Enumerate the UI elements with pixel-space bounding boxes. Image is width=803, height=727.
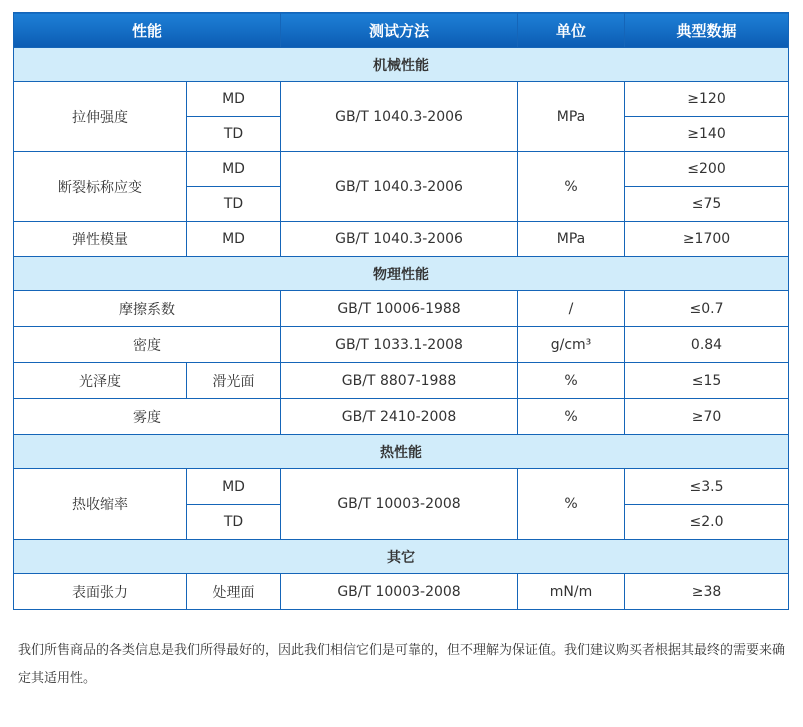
unit-cell: % [518,469,625,540]
method-cell: GB/T 1040.3-2006 [281,152,518,222]
property-cell: 表面张力 [14,574,187,610]
unit-cell: mN/m [518,574,625,610]
direction-cell: TD [187,505,281,540]
value-cell: ≥38 [625,574,789,610]
property-cell: 雾度 [14,399,281,435]
unit-cell: MPa [518,222,625,257]
property-cell: 热收缩率 [14,469,187,540]
property-cell: 断裂标称应变 [14,152,187,222]
section-title: 热性能 [14,435,789,469]
value-cell: ≤3.5 [625,469,789,505]
value-cell: ≤15 [625,363,789,399]
table-row [14,291,789,327]
value-cell: ≤0.7 [625,291,789,327]
method-cell: GB/T 1040.3-2006 [281,82,518,152]
property-cell: 弹性模量 [14,222,187,257]
direction-cell: MD [187,469,281,505]
table-row [14,469,789,505]
section-title: 机械性能 [14,48,789,82]
unit-cell: MPa [518,82,625,152]
header-property: 性能 [14,13,281,48]
spec-table [13,12,789,610]
condition-cell: 滑光面 [187,363,281,399]
disclaimer-note: 我们所售商品的各类信息是我们所得最好的，因此我们相信它们是可靠的，但不理解为保证值。我们建议购买者根据其最终的需要来确定其适用性。 [18,643,786,686]
property-cell: 密度 [14,327,281,363]
property-cell: 光泽度 [14,363,187,399]
table-row [14,152,789,187]
method-cell: GB/T 2410-2008 [281,399,518,435]
method-cell: GB/T 10003-2008 [281,469,518,540]
value-cell: ≥70 [625,399,789,435]
table-row [14,327,789,363]
value-cell: ≥1700 [625,222,789,257]
method-cell: GB/T 1040.3-2006 [281,222,518,257]
value-cell: ≤75 [625,187,789,222]
value-cell: ≤2.0 [625,505,789,540]
method-cell: GB/T 10003-2008 [281,574,518,610]
method-cell: GB/T 1033.1-2008 [281,327,518,363]
value-cell: ≥120 [625,82,789,117]
section-row-thermal [14,435,789,469]
table-header-row [14,13,789,48]
unit-cell: % [518,152,625,222]
direction-cell: MD [187,222,281,257]
header-unit: 单位 [518,13,625,48]
direction-cell: TD [187,117,281,152]
unit-cell: % [518,399,625,435]
table-row [14,82,789,117]
value-cell: ≥140 [625,117,789,152]
value-cell: 0.84 [625,327,789,363]
unit-cell: % [518,363,625,399]
section-row-physical [14,257,789,291]
method-cell: GB/T 8807-1988 [281,363,518,399]
table-row [14,222,789,257]
header-value: 典型数据 [625,13,789,48]
unit-cell: / [518,291,625,327]
condition-cell: 处理面 [187,574,281,610]
value-cell: ≤200 [625,152,789,187]
section-row-other [14,540,789,574]
unit-cell: g/cm³ [518,327,625,363]
table-row [14,399,789,435]
direction-cell: MD [187,152,281,187]
property-cell: 摩擦系数 [14,291,281,327]
header-method: 测试方法 [281,13,518,48]
direction-cell: TD [187,187,281,222]
property-cell: 拉伸强度 [14,82,187,152]
direction-cell: MD [187,82,281,117]
table-row [14,363,789,399]
table-row [14,574,789,610]
section-row-mechanical [14,48,789,82]
section-title: 其它 [14,540,789,574]
method-cell: GB/T 10006-1988 [281,291,518,327]
section-title: 物理性能 [14,257,789,291]
